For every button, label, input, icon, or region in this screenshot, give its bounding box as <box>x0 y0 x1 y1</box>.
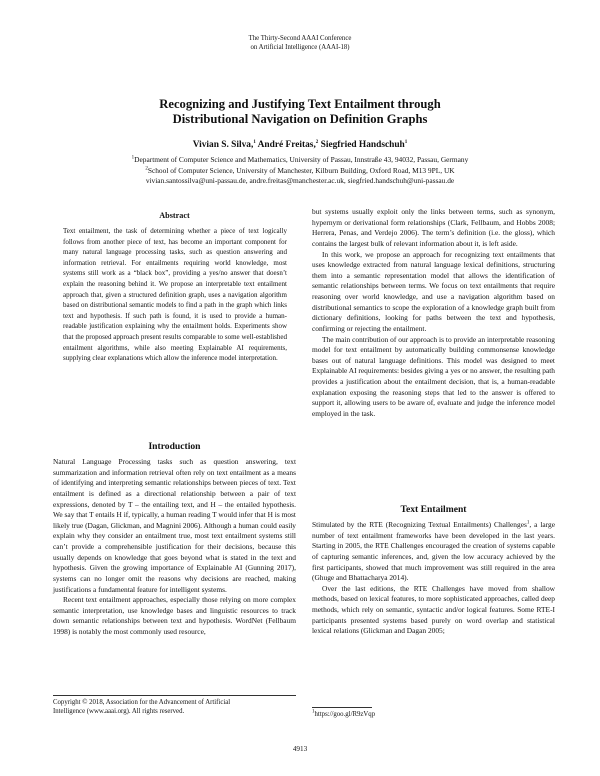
introduction-heading: Introduction <box>148 441 201 452</box>
author-affiliation-mark: 1 <box>404 139 408 145</box>
title-line-2: Distributional Navigation on Definition Graphs <box>172 112 428 126</box>
affiliations <box>30 155 570 187</box>
footnote-divider <box>312 707 372 708</box>
paragraph-text: Stimulated by the RTE (Recognizing Textual Entailments) Challenges <box>312 520 527 529</box>
author-name: André Freitas, <box>255 140 316 150</box>
affiliation-2 <box>30 166 570 177</box>
affiliation-mark: 2 <box>145 166 148 172</box>
author-affiliation-mark: 2 <box>315 139 319 145</box>
text-entailment-body <box>312 520 555 637</box>
copyright-notice <box>53 698 296 716</box>
right-paragraph-1: but systems usually exploit only the links between terms, such as synonym, hypernym or derivational form relationships (Clark, Fellbaum, and Hobbs 2008; Herrera, Penas, and Verdejo 2006). The term’s definition (i.e. the gloss), which contains the largest bulk of relevant information about it, is left aside. <box>312 207 555 248</box>
author-affiliation-mark: 1 <box>253 139 256 145</box>
paragraph-text: , a large number of text entailment frameworks have been developed in the last years. Starting in 2005, the RTE Challenges encouraged the creation of systems capable of capturing semantic inferences, and, given the low accuracy achieved by the first participants, showed that much improvement was still required in the area (Ghuge and Bhattacharya 2014). <box>312 520 555 583</box>
right-column-body <box>312 207 555 420</box>
copyright-line-2: Intelligence (www.aaai.org). All rights reserved. <box>53 708 185 716</box>
introduction-body <box>53 457 296 638</box>
conference-line-2: on Artificial Intelligence (AAAI-18) <box>250 44 350 51</box>
affiliation-text: Department of Computer Science and Mathematics, University of Passau, Innstraße 43, 94032, Passau, Germany <box>134 155 469 164</box>
affiliation-text: School of Computer Science, University of Manchester, Kilburn Building, Oxford Road, M13 9PL, UK <box>147 165 455 175</box>
abstract-body <box>63 226 287 364</box>
author-name: Siegfried Handschuh <box>318 140 405 150</box>
text-entailment-paragraph-2: Over the last editions, the RTE Challenges have moved from shallow methods, based on lexical features, to more sophisticated approaches, called deep methods, which rely on semantic, syntactic and/or logical features. Some RTE-I participants presented systems based purely on word overlap and statistical lexical relations (Glickman and Dagan 2005; <box>312 583 555 636</box>
paper-title <box>60 97 540 127</box>
affiliation-mark: 1 <box>131 155 135 161</box>
author-name: Vivian S. Silva, <box>192 140 254 150</box>
footnote-mark: 1 <box>312 709 315 715</box>
text-entailment-heading: Text Entailment <box>400 504 467 515</box>
copyright-line-1: Copyright © 2018, Association for the Advancement of Artificial <box>53 699 231 706</box>
author-emails: vivian.santossilva@uni-passau.de, andre.freitas@manchester.ac.uk, siegfried.handschuh@uni-passau.de <box>145 176 455 186</box>
abstract-text: Text entailment, the task of determining whether a piece of text logically follows from another piece of text, has become an important component for many natural language processing tasks, such as question answering and information retrieval. For entailments requiring world knowledge, most systems still work as a “black box”, providing a yes/no answer that doesn’t explain the reasoning behind it. We propose an interpretable text entailment approach that, given a structured definition graph, uses a navigation algorithm based on distributional semantic models to find a path in the graph which links text and hypothesis. If such path is found, it is used to provide a human-readable justification explaining why the entailment holds. Experiments show that the proposed approach present results comparable to some well-established entailment algorithms, while also meeting Explainable AI requirements, supplying clear explanations which allow the inference model interpretation. <box>63 227 287 363</box>
right-paragraph-3: The main contribution of our approach is to provide an interpretable reasoning model for text entailment by automatically building commonsense knowledge bases out of natural language definitions. This model was designed to meet Explainable AI requirements: besides giving a yes or no answer, the resulting path provides a justification about the entailment decision, that is, a human-readable explanation exposing the reasoning steps that led to the answer is offered to support it, allowing users to be aware of, evaluate and judge the inference model employed in the task. <box>312 334 555 418</box>
page-number: 4913 <box>292 745 308 753</box>
author-list <box>40 140 560 150</box>
affiliation-1 <box>30 155 570 166</box>
footnote-mark: 1 <box>526 520 530 526</box>
copyright-divider <box>53 695 296 696</box>
abstract-heading: Abstract <box>159 211 190 220</box>
conference-header <box>0 34 600 52</box>
footnote-link[interactable]: https://goo.gl/R9zVqp <box>314 711 376 718</box>
title-line-1: Recognizing and Justifying Text Entailment through <box>159 97 441 111</box>
conference-line-1: The Thirty-Second AAAI Conference <box>248 35 352 42</box>
text-entailment-paragraph-1 <box>312 520 555 584</box>
introduction-paragraph-2: Recent text entailment approaches, especially those relying on more complex semantic interpretation, use knowledge bases and linguistic resources to track down semantic relationships between text and hypothesis. WordNet (Fellbaum 1998) is notably the most commonly used resource, <box>53 595 296 636</box>
right-paragraph-2: In this work, we propose an approach for recognizing text entailments that uses knowledge extracted from natural language lexical definitions, structuring them into a semantic representation model that allows the identification of semantic relationships between terms. We focus on text entailments that require reasoning over world knowledge, and use a navigation algorithm based on distributional semantics to scope the exploration of a knowledge graph built from dictionary definitions, looking for paths between the text and hypothesis, confirming or rejecting the entailment. <box>312 249 555 333</box>
introduction-paragraph-1: Natural Language Processing tasks such as question answering, text summarization and information retrieval often rely on text entailment as a means of identifying and interpreting semantic relationships between pieces of text. Text entailment is defined as a directional relationship between a pair of text expressions, denoted by T – the entailing text, and H – the entailed hypothesis. We say that T entails H if, typically, a human reading T would infer that H is most likely true (Dagan, Glickman, and Magnini 2006). Although a human could easily explain why they consider an entailment true, most text entailment systems still can’t provide a comprehensible justification for their decisions, because this usually depends on knowledge that goes beyond what is stated in the text and hypothesis. Given the growing importance of Explainable AI (Gunning 2017), systems can no longer omit the reasons why decisions are reached, making justifications a fundamental feature for intelligent systems. <box>53 457 296 594</box>
footnote <box>312 710 555 719</box>
